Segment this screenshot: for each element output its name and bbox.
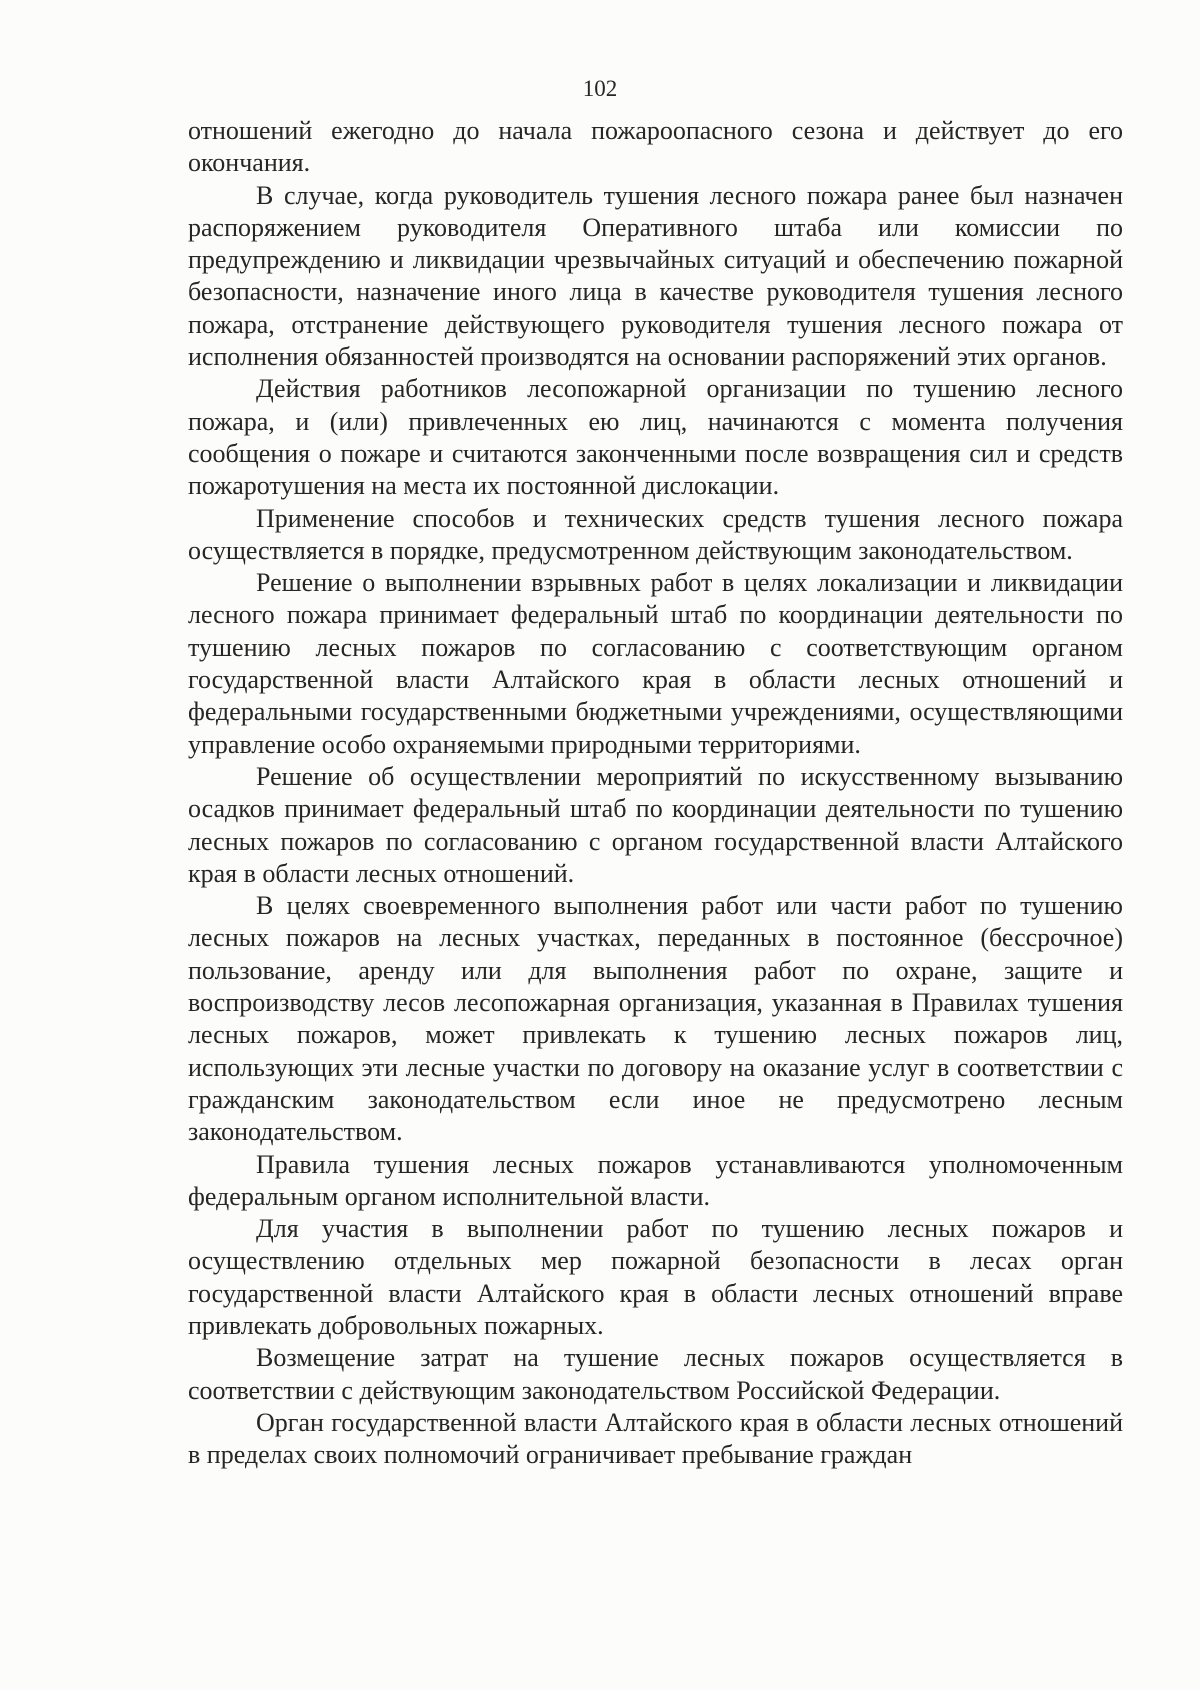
paragraph-firefighting-actions-duration: Действия работников лесопожарной организации по тушению лесного пожара, и (или) привлеченных ею лиц, начинаются с момента получения сообщения о пожаре и считаются законченными после возвращения сил и средств пожаротушения на места их постоянной дислокации.	[188, 374, 1123, 501]
paragraph-firefighting-rules: Правила тушения лесных пожаров устанавливаются уполномоченным федеральным органом исполнительной власти.	[188, 1149, 1123, 1211]
page-number: 102	[582, 76, 618, 101]
paragraph-restricting-citizen-presence: Орган государственной власти Алтайского края в области лесных отношений в пределах своих полномочий ограничивает пребывание граждан	[188, 1407, 1123, 1470]
paragraph-volunteer-firefighters: Для участия в выполнении работ по тушению лесных пожаров и осуществлению отдельных мер пожарной безопасности в лесах орган государственной власти Алтайского края в области лесных отношений вправе привлекать добровольных пожарных.	[188, 1214, 1123, 1340]
paragraph-cost-reimbursement: Возмещение затрат на тушение лесных пожаров осуществляется в соответствии с действующим законодательством Российской Федерации.	[188, 1343, 1123, 1405]
paragraph-blasting-operations: Решение о выполнении взрывных работ в целях локализации и ликвидации лесного пожара принимает федеральный штаб по координации деятельности по тушению лесных пожаров по согласованию с соответствующим органом государственной власти Алтайского края в области лесных отношений и федеральными государственными бюджетными учреждениями, осуществляющими управление особо охраняемыми природными территориями.	[188, 568, 1123, 759]
paragraph-continuation: отношений ежегодно до начала пожароопасного сезона и действует до его окончания.	[188, 116, 1123, 178]
paragraph-artificial-precipitation: Решение об осуществлении мероприятий по искусственному вызыванию осадков принимает федеральный штаб по координации деятельности по тушению лесных пожаров по согласованию с органом государственной власти Алтайского края в области лесных отношений.	[188, 761, 1123, 888]
paragraph-forest-fire-leader-appointment: В случае, когда руководитель тушения лесного пожара ранее был назначен распоряжением руководителя Оперативного штаба или комиссии по предупреждению и ликвидации чрезвычайных ситуаций и обеспечению пожарной безопасности, назначение иного лица в качестве руководителя тушения лесного пожара, отстранение действующего руководителя тушения лесного пожара от исполнения обязанностей производятся на основании распоряжений этих органов.	[188, 180, 1123, 372]
paragraph-involving-land-users: В целях своевременного выполнения работ или части работ по тушению лесных пожаров на лесных участках, переданных в постоянное (бессрочное) пользование, аренду или для выполнения работ по охране, защите и воспроизводству лесов лесопожарная организация, указанная в Правилах тушения лесных пожаров, может привлекать к тушению лесных пожаров лиц, использующих эти лесные участки по договору на оказание услуг в соответствии с гражданским законодательством если иное не предусмотрено лесным законодательством.	[188, 891, 1123, 1147]
document-body	[188, 115, 1123, 1471]
paragraph-firefighting-methods: Применение способов и технических средств тушения лесного пожара осуществляется в порядке, предусмотренном действующим законодательством.	[188, 503, 1123, 565]
